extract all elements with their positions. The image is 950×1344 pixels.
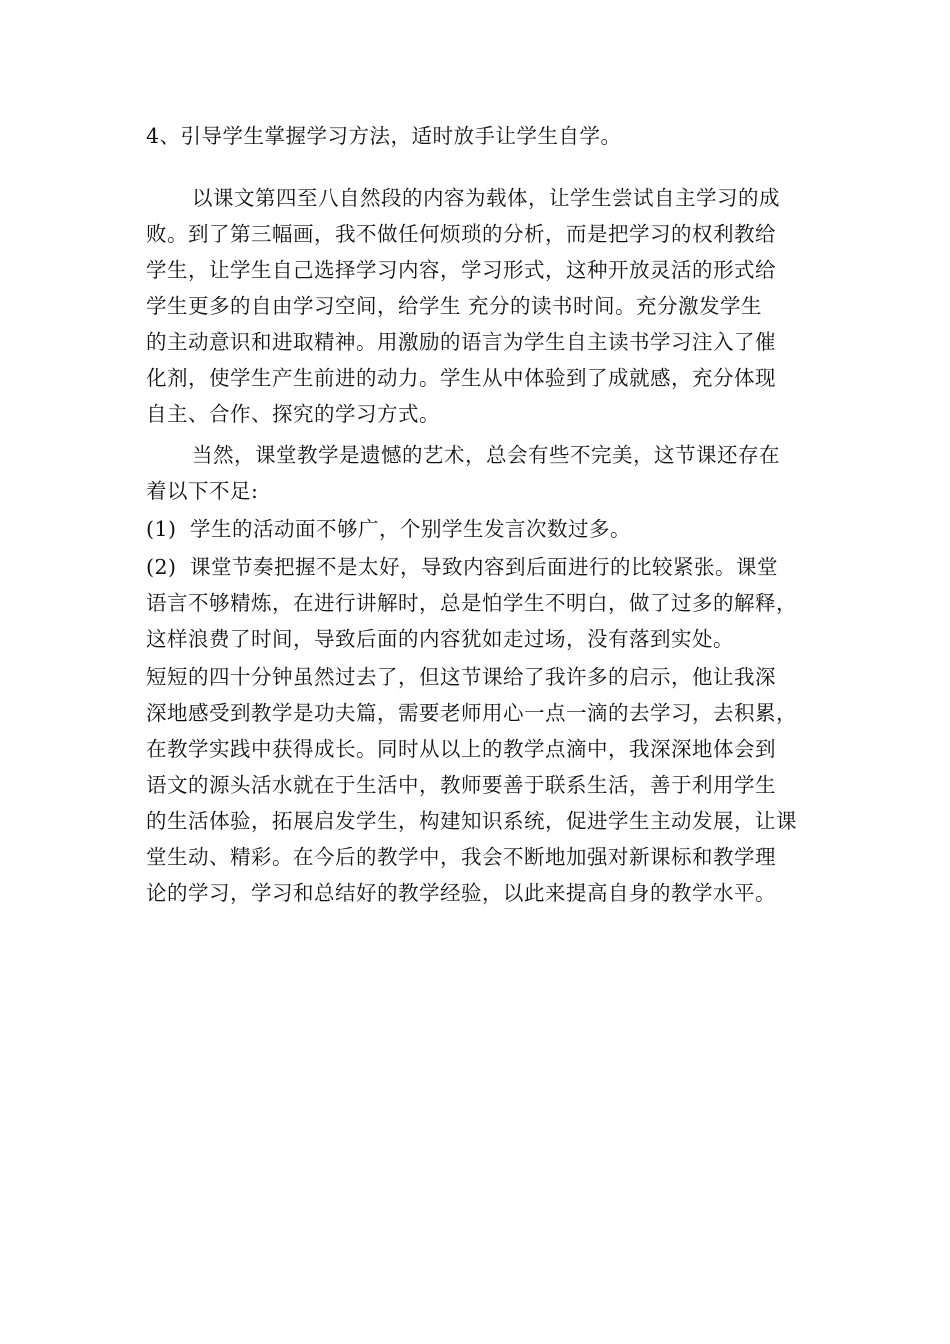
paragraph-line: 以课文第四至八自然段的内容为载体，让学生尝试自主学习的成 [192,186,780,210]
list-number: (1) [146,517,177,541]
list-item-1 [146,511,816,547]
paragraph-line: 自主、合作、探究的学习方式。 [146,402,440,426]
paragraph-line: 化剂，使学生产生前进的动力。学生从中体验到了成就感，充分体现 [146,366,776,390]
paragraph-line: 论的学习，学习和总结好的教学经验，以此来提高自身的教学水平。 [146,881,776,905]
list-text: 课堂节奏把握不是太好，导致内容到后面进行的比较紧张。课堂 [190,555,778,579]
list-text: 学生的活动面不够广，个别学生发言次数过多。 [190,517,631,541]
paragraph-line: 学生，让学生自己选择学习内容，学习形式，这种开放灵活的形式给 [146,258,776,282]
list-number: (2) [146,555,177,579]
section-heading: 4、引导学生掌握学习方法，适时放手让学生自学。 [146,124,622,148]
list-item-2 [146,549,816,657]
paragraph-line: 当然，课堂教学是遗憾的艺术，总会有些不完美，这节课还存在 [192,443,780,467]
paragraph-line: 的主动意识和进取精神。用激励的语言为学生自主读书学习注入了催 [146,330,776,354]
paragraph-line: 在教学实践中获得成长。同时从以上的教学点滴中，我深深地体会到 [146,737,776,761]
paragraph-line: 堂生动、精彩。在今后的教学中，我会不断地加强对新课标和教学理 [146,845,776,869]
paragraph-line: 败。到了第三幅画，我不做任何烦琐的分析，而是把学习的权利教给 [146,222,776,246]
section-heading-block [146,118,816,154]
paragraph-line: 的生活体验，拓展启发学生，构建知识系统，促进学生主动发展，让课 [146,809,797,833]
paragraph-line: 深地感受到教学是功夫篇，需要老师用心一点一滴的去学习，去积累， [146,701,797,725]
paragraph-line: 学生更多的自由学习空间，给学生 充分的读书时间。充分激发学生 [146,294,763,318]
paragraph-line: 语文的源头活水就在于生活中，教师要善于联系生活，善于利用学生 [146,773,776,797]
paragraph-2 [146,437,816,509]
paragraph-line: 短短的四十分钟虽然过去了，但这节课给了我许多的启示，他让我深 [146,665,776,689]
paragraph-line: 这样浪费了时间，导致后面的内容犹如走过场，没有落到实处。 [146,627,734,651]
paragraph-line: 着以下不足: [146,479,259,503]
list-item-line [146,549,816,585]
paragraph-3 [146,659,816,911]
paragraph-line: 语言不够精炼，在进行讲解时，总是怕学生不明白，做了过多的解释， [146,591,797,615]
list-item-line [146,511,816,547]
paragraph-1 [146,180,816,432]
